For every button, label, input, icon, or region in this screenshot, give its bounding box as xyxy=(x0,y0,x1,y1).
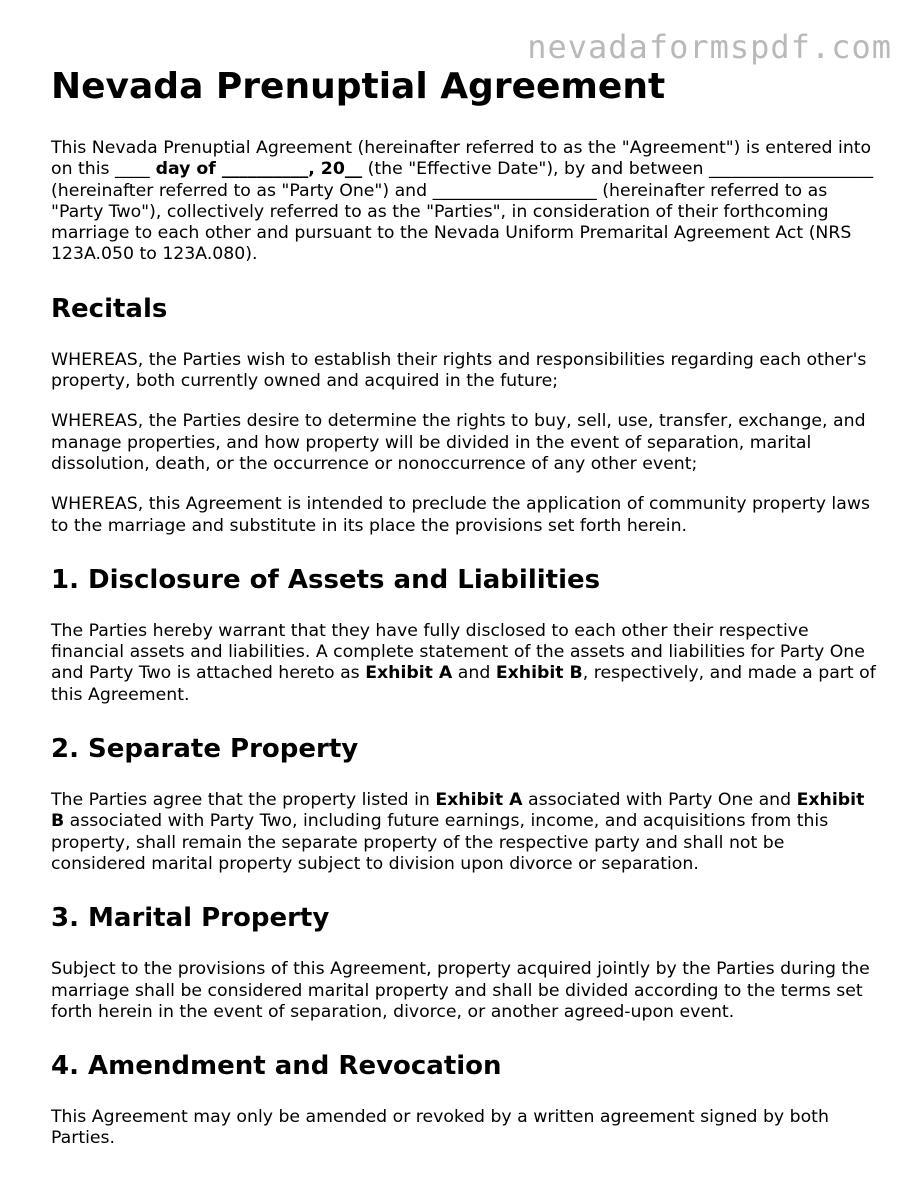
section-1-heading: 1. Disclosure of Assets and Liabilities xyxy=(51,564,601,595)
recitals-heading: Recitals xyxy=(51,293,168,324)
s1-text-2: and xyxy=(452,663,496,684)
document-title: Nevada Prenuptial Agreement xyxy=(51,66,666,107)
watermark: nevadaformspdf.com xyxy=(527,28,892,66)
recital-3: WHEREAS, this Agreement is intended to preclude the application of community property laws to the marriage and substitute in its place the provisions set forth herein. xyxy=(51,494,870,536)
section-1-text xyxy=(51,621,881,706)
section-4-heading: 4. Amendment and Revocation xyxy=(51,1051,502,1082)
s1-text-1: The Parties hereby warrant that they have fully disclosed to each other their respective financial assets and liabilities. A complete statement of the assets and liabilities for Party One and Party Two is attached hereto as xyxy=(51,620,865,684)
section-2-heading: 2. Separate Property xyxy=(51,734,359,765)
section-4-text: This Agreement may only be amended or revoked by a written agreement signed by both Parties. xyxy=(51,1107,829,1149)
s1-text-3: , respectively, and made a part of this Agreement. xyxy=(51,663,876,705)
s2-text-1: The Parties agree that the property listed in xyxy=(51,790,436,811)
exhibit-b-ref: Exhibit B xyxy=(495,663,583,684)
day-of-blank: day of __________, 20__ xyxy=(149,159,363,180)
document-page xyxy=(51,64,881,1169)
section-3-text: Subject to the provisions of this Agreement, property acquired jointly by the Parties during the marriage shall be considered marital property and shall be divided according to the terms set forth herein in the event of separation, divorce, or another agreed-upon event. xyxy=(51,959,870,1022)
intro-paragraph xyxy=(51,138,881,266)
blank-day: ____ xyxy=(115,159,150,180)
exhibit-b-ref: Exhibit B xyxy=(51,790,865,832)
recital-1: WHEREAS, the Parties wish to establish their rights and responsibilities regarding each other's property, both currently owned and acquired in the future; xyxy=(51,349,867,392)
exhibit-a-ref: Exhibit A xyxy=(435,790,523,811)
section-2-text xyxy=(51,790,881,875)
recital-2: WHEREAS, the Parties desire to determine the rights to buy, sell, use, transfer, exchange, and manage properties, and how property will be divided in the event of separation, marital dissolution, death, or the occurrence or nonoccurrence of any other event; xyxy=(51,411,866,474)
s2-text-2: associated with Party One and xyxy=(522,790,797,811)
s2-text-3: associated with Party Two, including future earnings, income, and acquisitions from this property, shall remain the separate property of the respective party and shall not be considered marital property subject to division upon divorce or separation. xyxy=(51,811,829,874)
exhibit-a-ref: Exhibit A xyxy=(365,663,453,684)
section-3-heading: 3. Marital Property xyxy=(51,903,330,934)
intro-text-1: This Nevada Prenuptial Agreement (hereinafter referred to as the "Agreement") is entered into on this xyxy=(51,138,872,180)
intro-text-2: (the "Effective Date"), by and between ___________________ (hereinafter referred to as "Party One") and ___________________ (hereinafter referred to as "Party Two"), collectively referred to as the "Parties", in consideration of their forthcoming marriage to each other and pursuant to the Nevada Uniform Premarital Agreement Act (NRS 123A.050 to 123A.080). xyxy=(51,159,874,265)
